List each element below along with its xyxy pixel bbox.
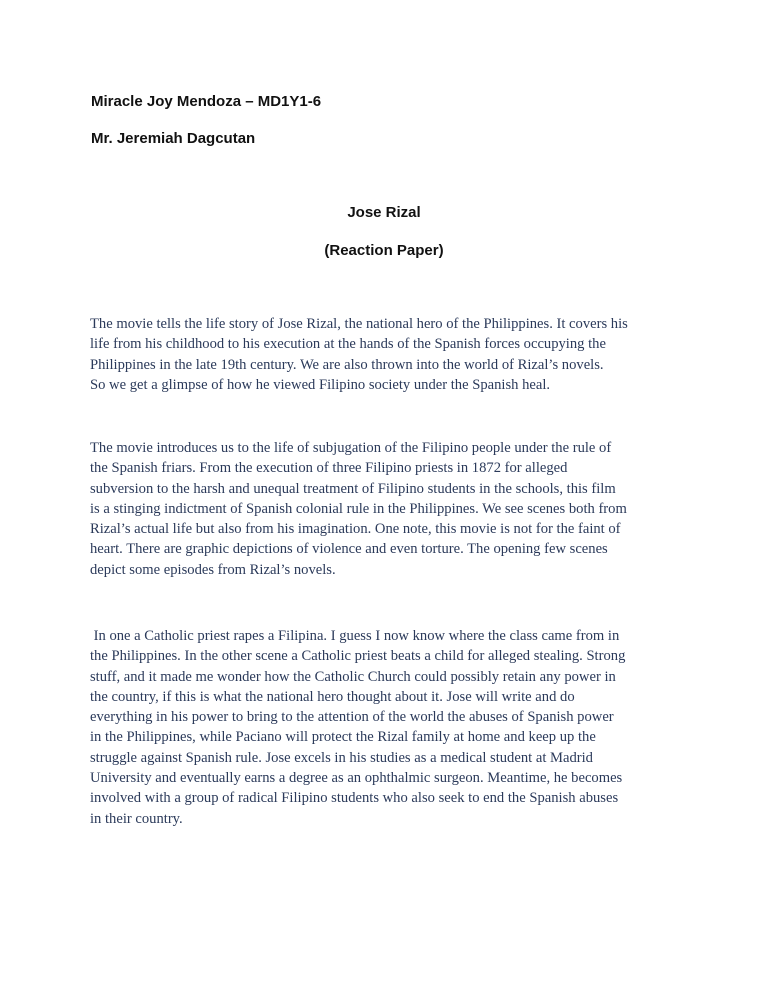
paragraph-line: in the Philippines, while Paciano will protect the Rizal family at home and keep up the [90, 729, 596, 746]
paragraph-line: is a stinging indictment of Spanish colonial rule in the Philippines. We see scenes both from [90, 500, 627, 517]
paragraph-line: heart. There are graphic depictions of violence and even torture. The opening few scenes [90, 541, 608, 558]
paragraph-line: depict some episodes from Rizal’s novels. [90, 561, 336, 578]
paragraph-line: Rizal’s actual life but also from his imagination. One note, this movie is not for the faint of [90, 521, 621, 538]
paragraph-line: So we get a glimpse of how he viewed Filipino society under the Spanish heal. [90, 376, 551, 393]
paragraph-line: the country, if this is what the national hero thought about it. Jose will write and do [90, 688, 575, 705]
paragraph-line: the Spanish friars. From the execution of three Filipino priests in 1872 for alleged [90, 460, 568, 477]
paragraph-line: Philippines in the late 19th century. We are also thrown into the world of Rizal’s novels. [90, 356, 604, 373]
instructor-line: Mr. Jeremiah Dagcutan [91, 130, 256, 147]
paragraph-line: the Philippines. In the other scene a Catholic priest beats a child for alleged stealing. Strong [90, 648, 626, 665]
document-title: Jose Rizal [347, 204, 421, 221]
paragraph-line: involved with a group of radical Filipino students who also seek to end the Spanish abuses [90, 790, 619, 807]
paragraph-line: life from his childhood to his execution at the hands of the Spanish forces occupying the [90, 336, 606, 353]
paragraph-1 [90, 314, 690, 395]
paragraph-line: In one a Catholic priest rapes a Filipina. I guess I now know where the class came from in [90, 628, 620, 644]
document-subtitle: (Reaction Paper) [324, 242, 444, 259]
paragraph-line: everything in his power to bring to the attention of the world the abuses of Spanish power [90, 709, 614, 726]
paragraph-line: The movie introduces us to the life of subjugation of the Filipino people under the rule of [90, 440, 612, 456]
paragraph-2 [90, 438, 690, 580]
paragraph-3 [90, 626, 690, 829]
paragraph-line: subversion to the harsh and unequal treatment of Filipino students in the schools, this film [90, 480, 616, 497]
paragraph-line: in their country. [90, 810, 183, 827]
author-line: Miracle Joy Mendoza – MD1Y1-6 [91, 93, 322, 110]
paragraph-line: University and eventually earns a degree as an ophthalmic surgeon. Meantime, he becomes [90, 770, 623, 787]
paragraph-line: struggle against Spanish rule. Jose excels in his studies as a medical student at Madrid [90, 749, 593, 766]
paragraph-line: The movie tells the life story of Jose Rizal, the national hero of the Philippines. It covers his [90, 316, 628, 332]
paragraph-line: stuff, and it made me wonder how the Catholic Church could possibly retain any power in [90, 668, 616, 685]
